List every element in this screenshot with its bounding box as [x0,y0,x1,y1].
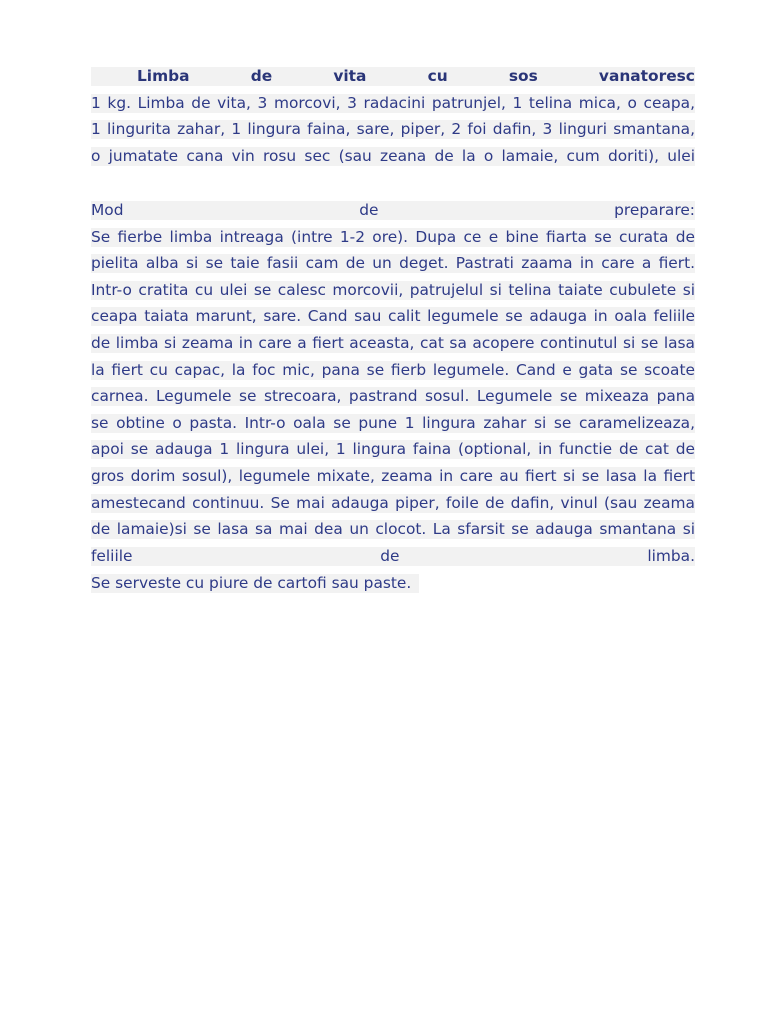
method-line: la fiert cu capac, la foc mic, pana se fierb legumele. Cand e gata se scoate [91,360,695,379]
ingredients-line: o jumatate cana vin rosu sec (sau zeana de la o lamaie, cum doriti), ulei [91,146,695,165]
method-line: Intr-o cratita cu ulei se calesc morcovii, patrujelul si telina taiate cubulete si [91,280,695,299]
ingredients-line: 1 kg. Limba de vita, 3 morcovi, 3 radacini patrunjel, 1 telina mica, o ceapa, [91,93,695,112]
recipe-title [91,67,695,86]
heading-word: preparare: [614,201,695,219]
ingredients-line: 1 lingurita zahar, 1 lingura faina, sare, piper, 2 foi dafin, 3 linguri smantana, [91,120,695,139]
closing-word: limba. [647,546,695,565]
method-line: amestecand continuu. Se mai adauga piper, foile de dafin, vinul (sau zeama [91,493,695,512]
title-word: Limba [137,67,190,85]
ingredients-section [91,67,695,173]
method-heading [91,201,695,220]
method-line: de lamaie)si se lasa sa mai dea un clocot. La sfarsit se adauga smantana si [91,520,695,539]
method-line: de limba si zeama in care a fiert aceasta, cat sa acopere continutul si se lasa [91,333,695,352]
method-line: carnea. Legumele se strecoara, pastrand sosul. Legumele se mixeaza pana [91,387,695,406]
method-line: ceapa taiata marunt, sare. Cand sau calit legumele se adauga in oala feliile [91,307,695,326]
title-word: vita [333,67,367,85]
title-word: de [250,67,273,85]
title-word: vanatoresc [598,67,695,85]
heading-word: Mod [91,201,124,219]
method-line: Se fierbe limba intreaga (intre 1-2 ore). Dupa ce e bine fiarta se curata de [91,227,695,246]
title-word: sos [508,67,538,85]
method-line: pielita alba si se taie fasii cam de un deget. Pastrati zaama in care a fiert. [91,254,695,273]
closing-word: de [380,546,400,565]
method-line: se obtine o pasta. Intr-o oala se pune 1 lingura zahar si se caramelizeaza, [91,413,695,432]
closing-line [91,547,695,566]
method-line: gros dorim sosul), legumele mixate, zeama in care au fiert si se lasa la fiert [91,466,695,485]
method-section [91,201,695,601]
method-line: apoi se adauga 1 lingura ulei, 1 lingura faina (optional, in functie de cat de [91,440,695,459]
title-word: cu [427,67,448,85]
closing-word: feliile [91,546,133,565]
heading-word: de [359,201,379,219]
serving-line: Se serveste cu piure de cartofi sau paste. [91,574,419,593]
